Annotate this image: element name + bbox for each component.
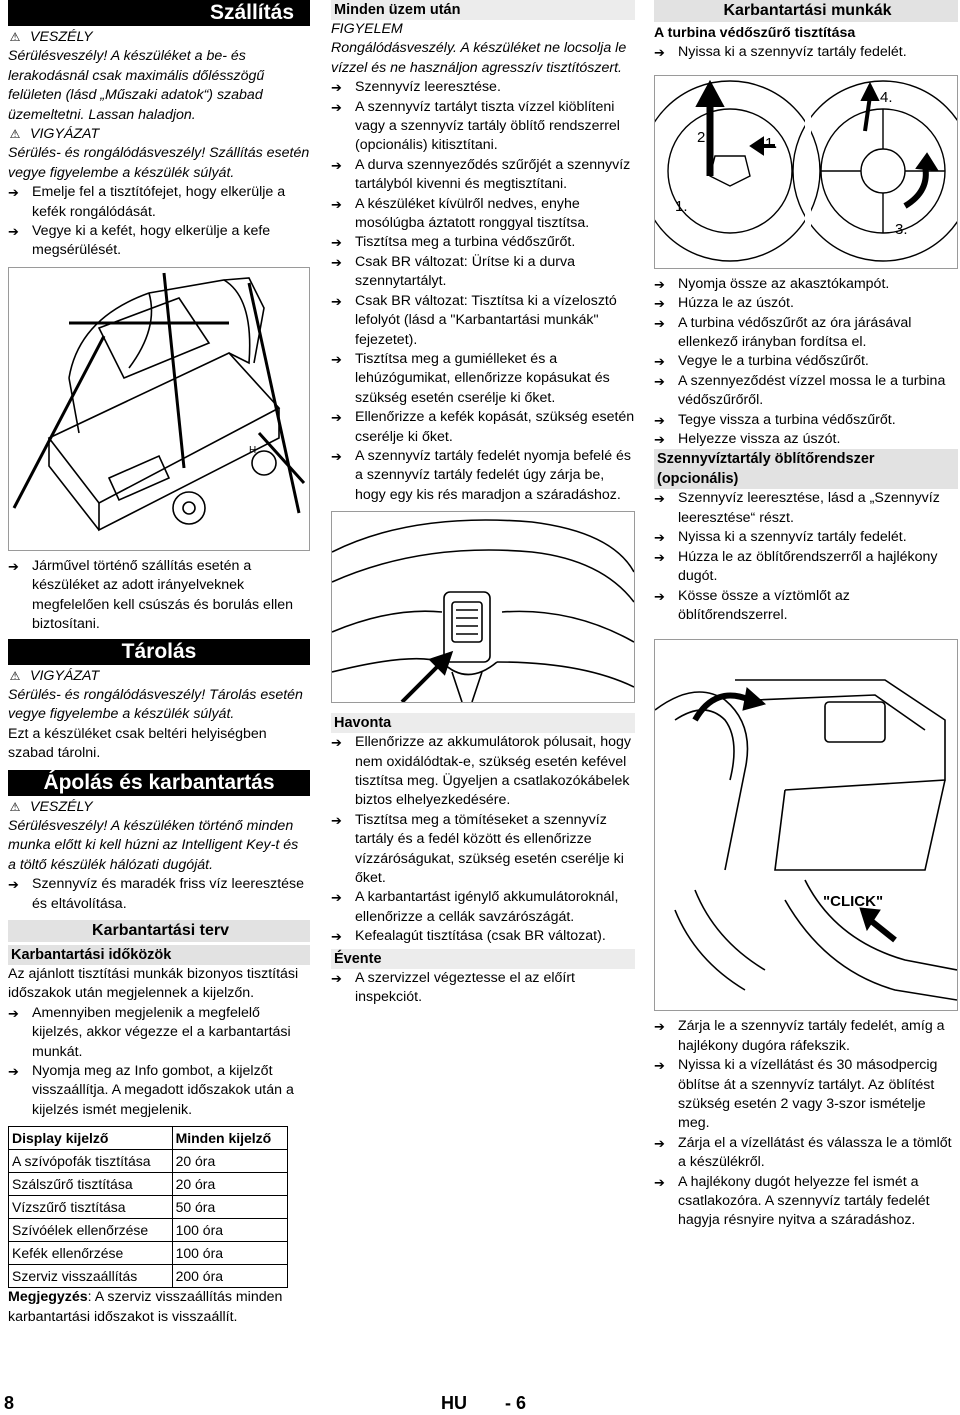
maintenance-table	[8, 1126, 288, 1288]
step-item: ➔ Ellenőrizze az akkumulátorok pólusait, hogy nem oxidálódtak-e, szükség esetén kefével tisztítsa meg. Ügyeljen a csatlakozókábelek biztos elhelyezkedésére.	[331, 733, 635, 811]
warning-vigyazat	[8, 125, 310, 183]
figure-label-click: "CLICK"	[823, 893, 884, 911]
note-label: Megjegyzés	[8, 1289, 88, 1306]
language-code: HU	[441, 1393, 467, 1413]
table-cell: 50 óra	[172, 1196, 287, 1219]
warning-label: VESZÉLY	[30, 798, 93, 815]
table-row	[9, 1196, 288, 1219]
figure-label-4: 4.	[880, 88, 893, 106]
warning-text: Sérülésveszély! A készüléket a be- és lerakodásnál csak maximális dőlésszögű felületen (lásd „Műszaki adatok“) szabad üzemeltetni. Lassan haladjon.	[8, 48, 265, 123]
step-item: ➔ Nyissa ki a szennyvíz tartály fedelét.	[654, 43, 958, 62]
step-item: ➔ Járművel történő szállítás esetén a készüléket az adott irányelveknek megfelelően kell csúszás és borulás ellen biztosítani.	[8, 557, 310, 635]
figure-flush-connector	[654, 639, 958, 1011]
warning-text: Sérülés- és rongálódásveszély! Szállítás esetén vegye figyelembe a készülék súlyát.	[8, 145, 310, 181]
table-header-cell: Display kijelző	[9, 1127, 173, 1150]
warning-veszely	[8, 28, 310, 125]
step-item: ➔ Kefealagút tisztítása (csak BR változat).	[331, 927, 635, 946]
step-item: ➔ Nyissa ki a vízellátást és 30 másodpercig öblítse át a szennyvíz tartályt. Az öblítést szükség esetén 2 vagy 3-szor ismételje meg.	[654, 1056, 958, 1134]
page-number: 8	[4, 1393, 15, 1413]
step-item: ➔ Ellenőrizze a kefék kopását, szükség esetén cserélje ki őket.	[331, 408, 635, 447]
step-item: ➔ A hajlékony dugót helyezze fel ismét a csatlakozóra. A szennyvíz tartály fedelét hagyja résnyire nyitva a száradáshoz.	[654, 1173, 958, 1231]
note	[8, 1288, 310, 1327]
step-item: ➔ A karbantartást igénylő akkumulátoroknál, ellenőrizze a cellák savzárószágát.	[331, 888, 635, 927]
section-title-szallitas: Szállítás	[8, 0, 310, 26]
step-list	[331, 78, 635, 505]
lid-latch-illustration	[332, 512, 634, 702]
subsection-title-oblito: Szennyvíztartály öblítőrendszer (opcionális)	[654, 449, 958, 489]
table-cell: Kefék ellenőrzése	[9, 1242, 173, 1265]
table-cell: 100 óra	[172, 1219, 287, 1242]
table-cell: 20 óra	[172, 1173, 287, 1196]
subsection-title-turbina: A turbina védőszűrő tisztítása	[654, 25, 856, 41]
step-item: ➔ Nyissa ki a szennyvíz tartály fedelét.	[654, 528, 958, 547]
step-item: ➔ A szennyeződést vízzel mossa le a turbina védőszűrőről.	[654, 372, 958, 411]
figure-machine-strapped	[8, 267, 310, 551]
warning-triangle-icon: ⚠	[9, 799, 21, 814]
table-cell: 100 óra	[172, 1242, 287, 1265]
step-list	[8, 1004, 310, 1120]
figure-label-2: 2.	[697, 128, 710, 146]
warning-vigyazat-tarolas	[8, 667, 310, 725]
table-cell: Szerviz visszaállítás	[9, 1265, 173, 1288]
figure-turbina-filter	[654, 75, 958, 269]
step-item: ➔ Amennyiben megjelenik a megfelelő kijelzés, akkor végezze el a karbantartási munkát.	[8, 1004, 310, 1062]
figure-label-1: 1.	[765, 134, 778, 152]
warning-triangle-icon: ⚠	[9, 30, 21, 44]
column-left	[8, 0, 310, 1327]
step-item: ➔ Tegye vissza a turbina védőszűrőt.	[654, 411, 958, 430]
step-list	[331, 733, 635, 946]
svg-text:H: H	[249, 444, 257, 456]
section-title-apolas: Ápolás és karbantartás	[8, 770, 310, 796]
step-item: ➔ Helyezze vissza az úszót.	[654, 430, 958, 449]
step-item: ➔ Nyomja meg az Info gombot, a kijelzőt visszaállítja. A megadott időszakok után a kijelzés ismét megjelenik.	[8, 1062, 310, 1120]
step-list	[654, 489, 958, 625]
table-cell: Szívóélek ellenőrzése	[9, 1219, 173, 1242]
turbina-filter-illustration	[655, 76, 957, 268]
step-item: ➔ A szervizzel végeztesse el az előírt inspekciót.	[331, 969, 635, 1008]
subsection-title-munkak: Karbantartási munkák	[654, 0, 958, 22]
subsection-title-havonta: Havonta	[331, 713, 635, 733]
storage-text: Ezt a készüléket csak beltéri helyiségben szabad tárolni.	[8, 725, 267, 762]
warning-triangle-icon: ⚠	[9, 127, 21, 142]
page-subnumber: - 6	[505, 1393, 527, 1413]
step-item: ➔ A turbina védőszűrőt az óra járásával ellenkező irányban fordítsa el.	[654, 314, 958, 353]
step-item: ➔ Zárja le a szennyvíz tartály fedelét, amíg a hajlékony dugóra ráfekszik.	[654, 1017, 958, 1056]
subsection-title-evente: Évente	[331, 949, 635, 969]
step-item: ➔ A szennyvíz tartály fedelét nyomja befelé és a szennyvíz tartály fedelét úgy zárja be, hogy egy kis rés maradjon a száradáshoz.	[331, 447, 635, 505]
flush-connector-illustration	[655, 640, 957, 1010]
step-item: ➔ Zárja el a vízellátást és válassza le a tömlőt a készülékről.	[654, 1134, 958, 1173]
note-text: : A szerviz visszaállítás minden karbantartási időszakot is visszaállít.	[8, 1289, 283, 1325]
step-item: ➔ Nyomja össze az akasztókampót.	[654, 275, 958, 294]
table-cell: 20 óra	[172, 1150, 287, 1173]
warning-text: Sérülés- és rongálódásveszély! Tárolás esetén vegye figyelembe a készülék súlyát.	[8, 686, 303, 723]
table-row	[9, 1150, 288, 1173]
step-list	[331, 969, 635, 1008]
step-item: ➔ Csak BR változat: Ürítse ki a durva szennytartályt.	[331, 253, 635, 292]
notice-figyelem	[331, 20, 635, 78]
table-cell: Vízszűrő tisztítása	[9, 1196, 173, 1219]
step-item: ➔ Szennyvíz és maradék friss víz leeresztése és eltávolítása.	[8, 875, 310, 914]
column-right	[654, 0, 958, 1231]
step-list	[8, 875, 310, 914]
table-cell: 200 óra	[172, 1265, 287, 1288]
step-item: ➔ A durva szennyeződés szűrőjét a szennyvíz tartályból kivenni és megtisztítani.	[331, 156, 635, 195]
notice-text: Rongálódásveszély. A készüléket ne locsolja le vízzel és ne használjon agresszív tisztítószert.	[331, 40, 627, 76]
table-row	[9, 1219, 288, 1242]
warning-label: VIGYÁZAT	[30, 667, 100, 684]
step-item: ➔ Emelje fel a tisztítófejet, hogy elkerülje a kefék rongálódását.	[8, 183, 310, 222]
table-header-row	[9, 1127, 288, 1150]
subsection-title-minden: Minden üzem után	[331, 0, 635, 20]
step-item: ➔ Tisztítsa meg a turbina védőszűrőt.	[331, 233, 635, 252]
table-cell: A szívópofák tisztítása	[9, 1150, 173, 1173]
subsection-title-idokozok: Karbantartási időközök	[8, 945, 310, 965]
warning-label: VIGYÁZAT	[30, 126, 100, 143]
step-item: ➔ Kösse össze a víztömlőt az öblítőrendszerrel.	[654, 587, 958, 626]
figure-label-1b: 1.	[675, 197, 688, 215]
step-item: ➔ Csak BR változat: Tisztítsa ki a vízelosztó lefolyót (lásd a "Karbantartási munkák" fejezetet).	[331, 292, 635, 350]
step-item: ➔ Szennyvíz leeresztése.	[331, 78, 635, 97]
step-item: ➔ Vegye le a turbina védőszűrőt.	[654, 352, 958, 371]
step-list	[654, 275, 958, 450]
warning-text: Sérülésveszély! A készüléken történő minden munka előtt ki kell húzni az Intelligent Key-t és a töltő készülék hálózati dugóját.	[8, 817, 299, 873]
figure-label-3: 3.	[895, 220, 908, 238]
step-item: ➔ Húzza le az úszót.	[654, 294, 958, 313]
step-list	[8, 557, 310, 635]
warning-triangle-icon: ⚠	[9, 668, 21, 683]
step-item: ➔ A készüléket kívülről nedves, enyhe mosólúgba áztatott ronggyal tisztítsa.	[331, 195, 635, 234]
step-list	[8, 183, 310, 261]
section-title-tarolas: Tárolás	[8, 639, 310, 665]
step-item: ➔ Tisztítsa meg a tömítéseket a szennyvíz tartály és a fedél között és ellenőrizze vízzáróságukat, szükség esetén cserélje ki őket.	[331, 811, 635, 889]
table-row	[9, 1265, 288, 1288]
warning-veszely-apolas	[8, 798, 310, 876]
intervals-text: Az ajánlott tisztítási munkák bizonyos tisztítási időszakok után megjelennek a kijelzőn.	[8, 965, 299, 1002]
step-item: ➔ Tisztítsa meg a gumiélleket és a lehúzógumikat, ellenőrizze kopásukat és szükség esetén cserélje ki őket.	[331, 350, 635, 408]
notice-label: FIGYELEM	[331, 21, 403, 37]
table-row	[9, 1173, 288, 1196]
step-list	[654, 1017, 958, 1230]
step-item: ➔ Szennyvíz leeresztése, lásd a „Szennyvíz leeresztése“ részt.	[654, 489, 958, 528]
warning-label: VESZÉLY	[30, 29, 93, 45]
table-row	[9, 1242, 288, 1265]
table-header-cell: Minden kijelző	[172, 1127, 287, 1150]
step-item: ➔ Vegye ki a kefét, hogy elkerülje a kefe megsérülését.	[8, 222, 310, 261]
table-cell: Szálszűrő tisztítása	[9, 1173, 173, 1196]
step-item: ➔ Húzza le az öblítőrendszerről a hajlékony dugót.	[654, 548, 958, 587]
figure-lid-latch	[331, 511, 635, 703]
machine-illustration	[9, 268, 309, 550]
step-list	[654, 43, 958, 62]
subsection-title-terv: Karbantartási terv	[8, 920, 310, 942]
step-item: ➔ A szennyvíz tartályt tiszta vízzel kiöblíteni vagy a szennyvíz tartály öblítő rendszerrel (opcionális) kitisztítani.	[331, 98, 635, 156]
column-middle	[331, 0, 635, 1007]
